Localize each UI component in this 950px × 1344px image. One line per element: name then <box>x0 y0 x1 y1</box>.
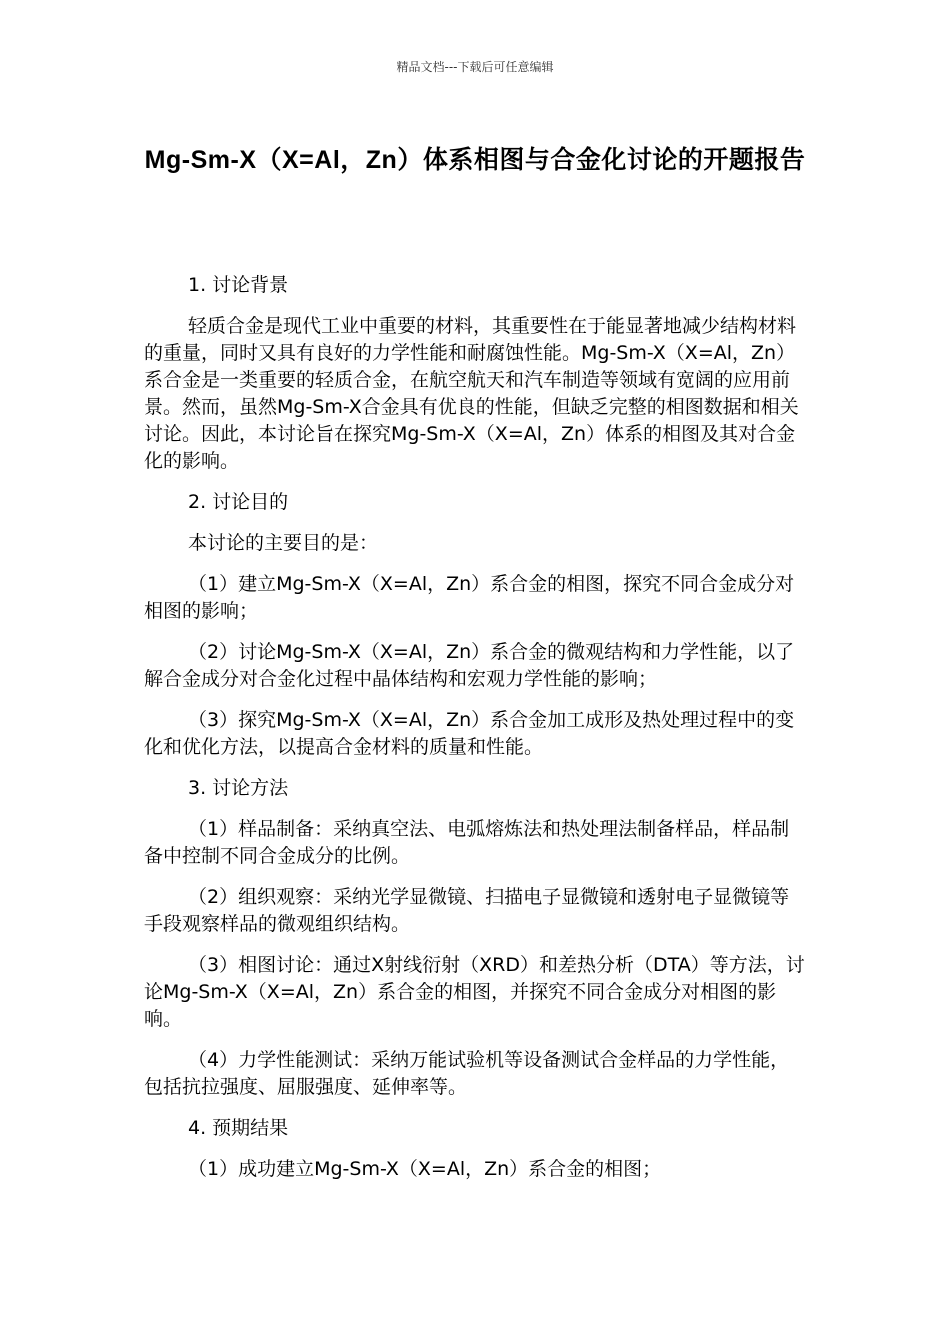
background-paragraph: 轻质合金是现代工业中重要的材料，其重要性在于能显著地减少结构材料的重量，同时又具有良好的力学性能和耐腐蚀性能。Mg-Sm-X（X=Al，Zn）系合金是一类重要的轻质合金，在航空航天和汽车制造等领域有宽阔的应用前景。然而，虽然Mg-Sm-X合金具有优良的性能，但缺乏完整的相图数据和相关讨论。因此，本讨论旨在探究Mg-Sm-X（X=Al，Zn）体系的相图及其对合金化的影响。 <box>144 315 799 472</box>
section-heading-background: 1. 讨论背景 <box>188 274 289 296</box>
objective-item: （2）讨论Mg-Sm-X（X=Al，Zn）系合金的微观结构和力学性能，以了解合金成分对合金化过程中晶体结构和宏观力学性能的影响； <box>144 641 795 690</box>
method-item: （3）相图讨论：通过X射线衍射（XRD）和差热分析（DTA）等方法，讨论Mg-Sm-X（X=Al，Zn）系合金的相图，并探究不同合金成分对相图的影响。 <box>144 954 805 1030</box>
document-title: Mg-Sm-X（X=Al，Zn）体系相图与合金化讨论的开题报告 <box>144 146 806 174</box>
section-heading-methods: 3. 讨论方法 <box>188 777 289 799</box>
section-heading-objectives: 2. 讨论目的 <box>188 491 289 513</box>
expected-result-item: （1）成功建立Mg-Sm-X（X=Al，Zn）系合金的相图； <box>188 1158 662 1180</box>
method-item: （4）力学性能测试：采纳万能试验机等设备测试合金样品的力学性能，包括抗拉强度、屈服强度、延伸率等。 <box>144 1049 790 1098</box>
section-heading-expected-results: 4. 预期结果 <box>188 1117 289 1139</box>
objective-item: （1）建立Mg-Sm-X（X=Al，Zn）系合金的相图，探究不同合金成分对相图的影响； <box>144 573 795 622</box>
document-body <box>144 272 808 1197</box>
objective-item: （3）探究Mg-Sm-X（X=Al，Zn）系合金加工成形及热处理过程中的变化和优化方法，以提高合金材料的质量和性能。 <box>144 709 795 758</box>
method-item: （1）样品制备：采纳真空法、电弧熔炼法和热处理法制备样品，样品制备中控制不同合金成分的比例。 <box>144 818 790 867</box>
page-header: 精品文档---下载后可任意编辑 <box>396 60 554 74</box>
objectives-intro: 本讨论的主要目的是： <box>188 532 379 554</box>
method-item: （2）组织观察：采纳光学显微镜、扫描电子显微镜和透射电子显微镜等手段观察样品的微观组织结构。 <box>144 886 790 935</box>
